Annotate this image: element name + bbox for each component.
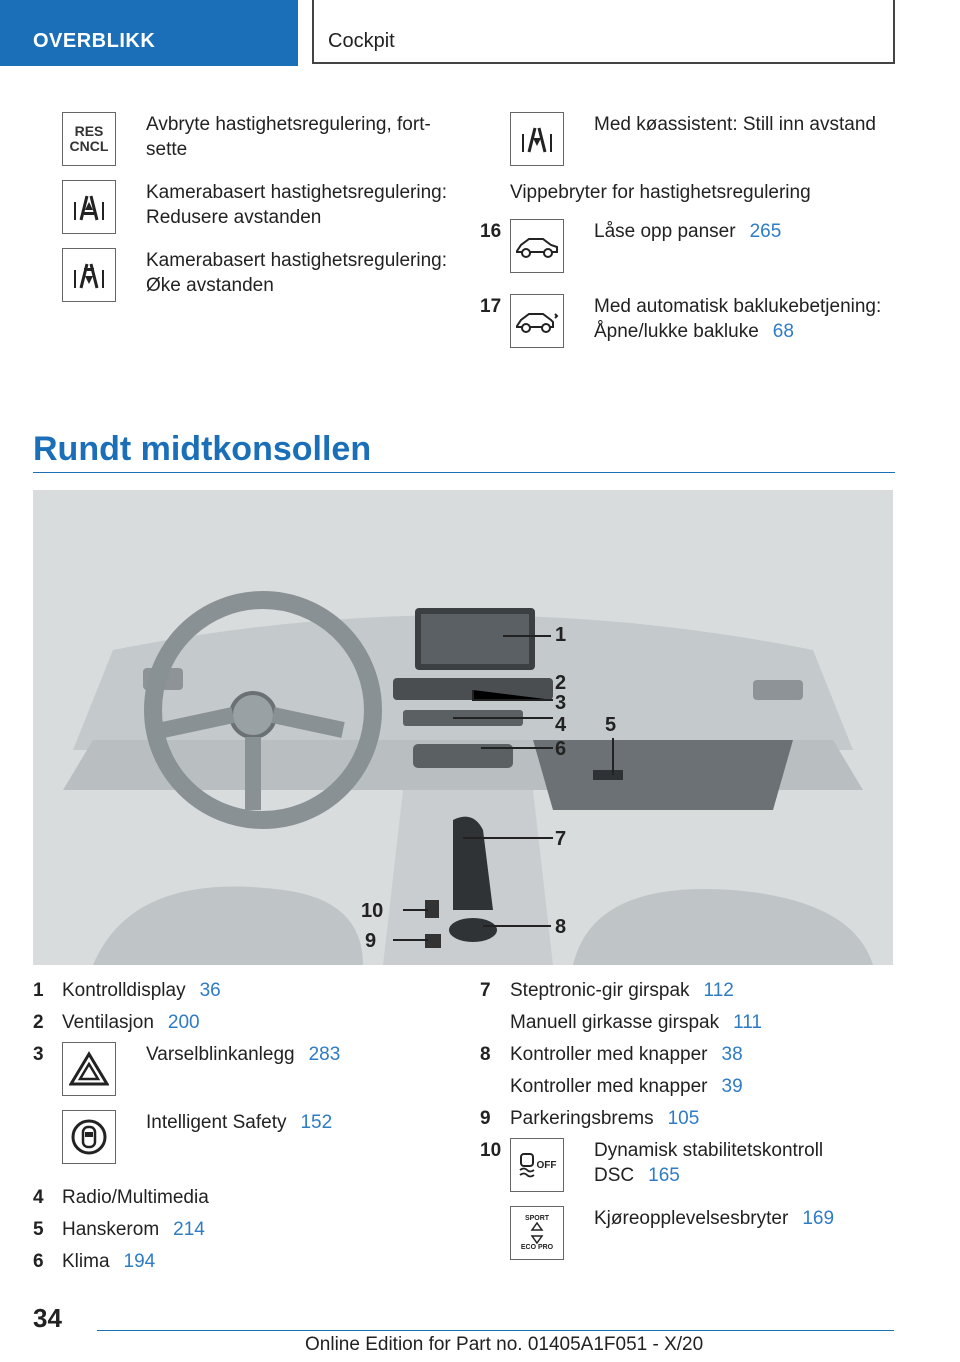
page-ref-link[interactable]: 169 xyxy=(802,1208,835,1229)
list-item: Ventilasjon 200 xyxy=(62,1012,200,1033)
hazard-icon xyxy=(62,1042,116,1096)
cockpit-illustration xyxy=(33,490,893,965)
list-item: Med automatisk baklukebetjening: Åpne/lukke bakluke 68 xyxy=(594,296,882,342)
list-item: Hanskerom 214 xyxy=(62,1219,205,1240)
page-ref-link[interactable]: 112 xyxy=(703,980,734,1001)
footer-divider xyxy=(97,1330,894,1331)
callout-2: 2 xyxy=(555,672,567,694)
list-item: Radio/Multimedia xyxy=(62,1187,209,1208)
item-number: 3 xyxy=(33,1044,44,1065)
callout-10: 10 xyxy=(361,900,384,922)
callout-6: 6 xyxy=(555,738,567,760)
car-trunk-icon xyxy=(510,294,564,348)
page-ref-link[interactable]: 105 xyxy=(667,1108,700,1129)
list-item: Manuell girkasse girspak 111 xyxy=(510,1012,762,1033)
page-ref-link[interactable]: 38 xyxy=(721,1044,743,1065)
section-title: Rundt midtkonsollen xyxy=(33,430,372,468)
list-item: Klima 194 xyxy=(62,1251,156,1272)
page-ref-link[interactable]: 152 xyxy=(300,1112,333,1133)
callout-7: 7 xyxy=(555,828,567,850)
list-item: Kontroller med knapper 38 xyxy=(510,1044,743,1065)
list-item: Parkeringsbrems 105 xyxy=(510,1108,700,1129)
item-number: 7 xyxy=(480,980,491,1001)
callout-9: 9 xyxy=(365,930,377,952)
page-ref-link[interactable]: 265 xyxy=(749,221,782,242)
page-ref-link[interactable]: 200 xyxy=(167,1012,200,1033)
item-number: 9 xyxy=(480,1108,491,1129)
item-number: 16 xyxy=(480,221,502,242)
list-item: Dynamisk stabilitetskontroll DSC 165 xyxy=(594,1140,824,1186)
page-ref-link[interactable]: 214 xyxy=(173,1219,205,1240)
list-item: Kontroller med knapper 39 xyxy=(510,1076,743,1097)
list-item: Kontrolldisplay 36 xyxy=(62,980,221,1001)
car-hood-icon xyxy=(510,219,564,273)
queue-assist-icon xyxy=(510,112,564,166)
intelligent-safety-icon xyxy=(62,1110,116,1164)
page-ref-link[interactable]: 36 xyxy=(199,980,221,1001)
distance-decrease-icon xyxy=(62,180,116,234)
edition-text: Online Edition for Part no. 01405A1F051 - X/20 xyxy=(305,1334,704,1355)
top-left-item-text: Avbryte hastighetsregulering, fort- sette xyxy=(146,114,431,160)
item-number: 17 xyxy=(480,296,502,317)
callout-4: 4 xyxy=(555,714,567,736)
item-number: 2 xyxy=(33,1012,44,1033)
top-left-item-text: Kamerabasert hastighetsregulering: Øke avstanden xyxy=(146,250,448,296)
list-item: Kjøreopplevelsesbryter 169 xyxy=(594,1208,835,1229)
page-ref-link[interactable]: 165 xyxy=(648,1165,680,1186)
item-number: 10 xyxy=(480,1140,502,1161)
page-ref-link[interactable]: 39 xyxy=(721,1076,743,1097)
page-number: 34 xyxy=(33,1303,62,1333)
list-item: Varselblinkanlegg 283 xyxy=(146,1044,341,1065)
list-item: Låse opp panser 265 xyxy=(594,221,782,242)
top-left-item-text: Kamerabasert hastighetsregulering: Redusere avstanden xyxy=(146,182,448,228)
item-number: 1 xyxy=(33,980,44,1001)
item-number: 8 xyxy=(480,1044,491,1065)
dsc-off-icon: OFF xyxy=(510,1138,564,1192)
callout-1: 1 xyxy=(555,624,567,646)
driving-mode-icon: SPORT ECO PRO xyxy=(510,1206,564,1260)
list-item: Intelligent Safety 152 xyxy=(146,1112,333,1133)
queue-assist-text: Med køassistent: Still inn avstand xyxy=(594,114,876,135)
page-ref-link[interactable]: 111 xyxy=(733,1012,762,1033)
list-item: Steptronic-gir girspak 112 xyxy=(510,980,734,1001)
callout-3: 3 xyxy=(555,692,567,714)
distance-increase-icon xyxy=(62,248,116,302)
callout-8: 8 xyxy=(555,916,567,938)
page-ref-link[interactable]: 283 xyxy=(308,1044,341,1065)
callout-5: 5 xyxy=(605,714,617,736)
page-title: Cockpit xyxy=(312,0,895,64)
page-ref-link[interactable]: 194 xyxy=(123,1251,156,1272)
res-cncl-icon: RES CNCL xyxy=(62,112,116,166)
section-tab[interactable]: OVERBLIKK xyxy=(0,0,298,66)
item-number: 5 xyxy=(33,1219,44,1240)
page-ref-link[interactable]: 68 xyxy=(772,321,794,342)
item-number: 6 xyxy=(33,1251,44,1272)
rocker-label: Vippebryter for hastighetsregulering xyxy=(510,182,811,203)
item-number: 4 xyxy=(33,1187,44,1208)
section-divider xyxy=(33,472,895,473)
